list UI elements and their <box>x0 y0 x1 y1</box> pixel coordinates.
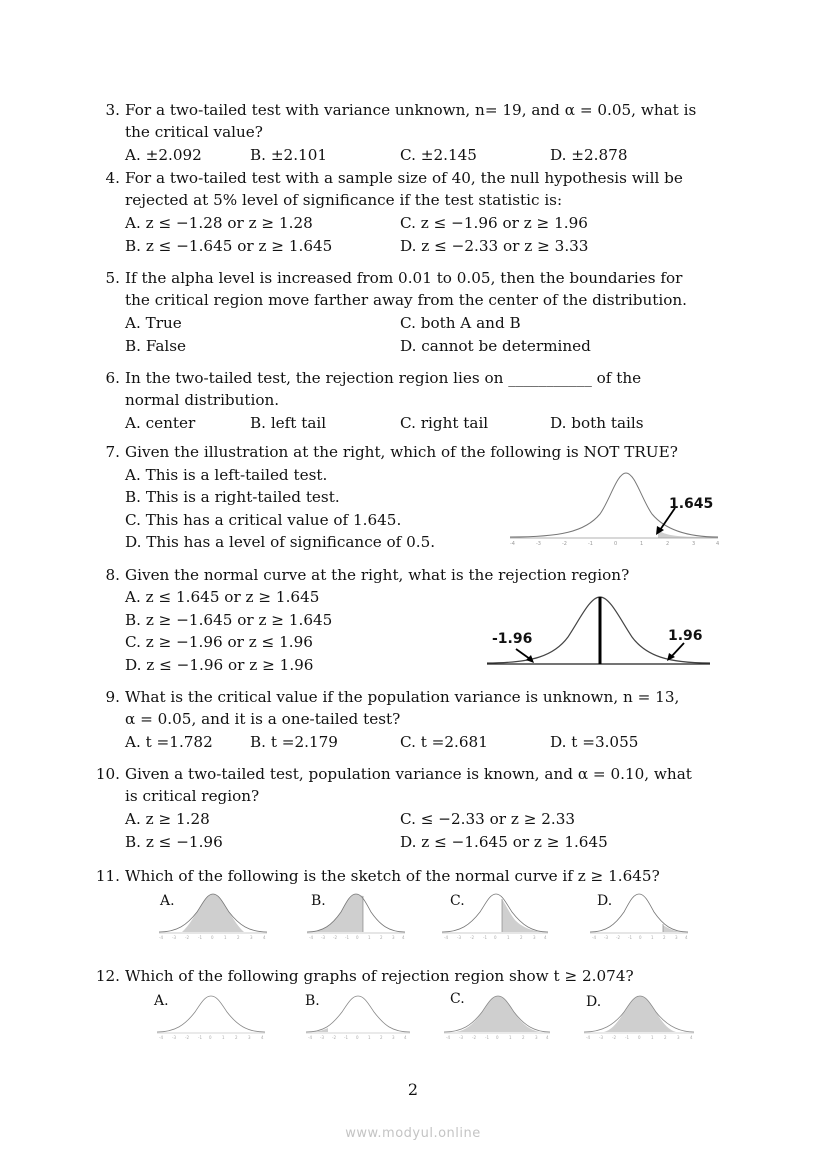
q12-option-d-graph[interactable] <box>582 992 697 1042</box>
svg-text:2: 2 <box>237 935 240 940</box>
svg-text:1: 1 <box>507 935 510 940</box>
svg-text:3: 3 <box>535 1035 538 1040</box>
question-number: 11. <box>95 867 120 885</box>
svg-text:4: 4 <box>716 541 720 547</box>
svg-text:0: 0 <box>494 935 497 940</box>
question-number: 4. <box>105 169 120 187</box>
answer-option[interactable]: A. center <box>125 414 196 432</box>
shaded-region <box>182 894 244 932</box>
svg-text:2: 2 <box>664 1035 667 1040</box>
question-stem: What is the critical value if the population variance is unknown, n = 13, <box>125 688 680 706</box>
svg-text:-3: -3 <box>459 1035 463 1040</box>
svg-text:2: 2 <box>663 935 666 940</box>
page-number: 2 <box>407 1080 419 1099</box>
left-arrow-line <box>516 649 530 659</box>
svg-text:0: 0 <box>614 541 618 547</box>
answer-option[interactable]: C. z ≤ −1.96 or z ≥ 1.96 <box>400 214 588 232</box>
question-stem: α = 0.05, and it is a one-tailed test? <box>125 710 401 728</box>
question-number: 8. <box>105 566 120 584</box>
svg-text:3: 3 <box>392 935 395 940</box>
svg-text:2: 2 <box>380 1035 383 1040</box>
shaded-region <box>306 1028 328 1032</box>
svg-text:1: 1 <box>509 1035 512 1040</box>
normal-curve <box>590 894 688 932</box>
svg-text:-4: -4 <box>592 935 596 940</box>
svg-text:0: 0 <box>638 1035 641 1040</box>
normal-curve <box>442 894 548 932</box>
question-stem: Given the normal curve at the right, what is the rejection region? <box>125 566 630 584</box>
svg-text:0: 0 <box>209 1035 212 1040</box>
svg-text:4: 4 <box>261 1035 264 1040</box>
svg-text:-4: -4 <box>159 1035 163 1040</box>
answer-option[interactable]: B. False <box>125 337 187 355</box>
svg-text:0: 0 <box>356 1035 359 1040</box>
q11-option-a-graph[interactable] <box>157 890 272 942</box>
svg-text:-2: -2 <box>333 935 337 940</box>
svg-text:4: 4 <box>685 935 688 940</box>
svg-text:-2: -2 <box>616 935 620 940</box>
axis-ticks <box>159 1035 264 1040</box>
svg-text:2: 2 <box>666 541 670 547</box>
answer-option[interactable]: B. z ≤ −1.645 or z ≥ 1.645 <box>125 237 333 255</box>
left-critical-label: -1.96 <box>492 631 533 647</box>
svg-text:-3: -3 <box>604 935 608 940</box>
question-number: 7. <box>105 443 120 461</box>
axis-ticks <box>446 1035 549 1040</box>
svg-text:3: 3 <box>677 1035 680 1040</box>
question-stem: rejected at 5% level of significance if the test statistic is: <box>125 191 563 209</box>
answer-option[interactable]: B. ±2.101 <box>250 146 328 164</box>
svg-text:-4: -4 <box>446 1035 450 1040</box>
answer-option[interactable]: C. ±2.145 <box>400 146 477 164</box>
q12-option-c-graph[interactable] <box>442 992 552 1042</box>
question-number: 9. <box>105 688 120 706</box>
shaded-region <box>456 996 540 1032</box>
question-stem: the critical value? <box>125 123 263 141</box>
svg-text:-2: -2 <box>470 935 474 940</box>
svg-text:0: 0 <box>211 935 214 940</box>
svg-text:4: 4 <box>544 935 547 940</box>
svg-text:-4: -4 <box>309 935 313 940</box>
svg-text:-3: -3 <box>172 935 176 940</box>
svg-text:0: 0 <box>639 935 642 940</box>
svg-text:-1: -1 <box>588 541 593 547</box>
critical-value-label: 1.645 <box>669 496 714 512</box>
svg-text:1: 1 <box>640 541 644 547</box>
answer-option[interactable]: A. z ≤ 1.645 or z ≥ 1.645 <box>125 588 320 606</box>
svg-text:-1: -1 <box>345 935 349 940</box>
answer-option[interactable]: D. This has a level of significance of 0.5. <box>125 533 436 551</box>
q12-option-a-graph[interactable] <box>155 992 270 1042</box>
normal-curve <box>306 996 410 1032</box>
svg-text:3: 3 <box>250 935 253 940</box>
answer-option[interactable]: D. ±2.878 <box>550 146 628 164</box>
svg-text:3: 3 <box>533 935 536 940</box>
axis-ticks <box>510 541 719 547</box>
answer-option[interactable]: B. z ≥ −1.645 or z ≥ 1.645 <box>125 611 333 629</box>
svg-text:-2: -2 <box>185 935 189 940</box>
svg-text:-3: -3 <box>320 1035 324 1040</box>
option-d-label[interactable]: D. <box>597 893 613 909</box>
svg-text:2: 2 <box>522 1035 525 1040</box>
svg-text:-3: -3 <box>321 935 325 940</box>
svg-text:1: 1 <box>368 1035 371 1040</box>
axis-ticks <box>586 1035 693 1040</box>
right-arrow-line <box>671 643 684 657</box>
answer-option[interactable]: C. both A and B <box>400 314 521 332</box>
q8-normal-curve-figure <box>484 593 712 671</box>
axis-ticks <box>309 935 405 940</box>
svg-text:-1: -1 <box>628 935 632 940</box>
svg-text:3: 3 <box>392 1035 395 1040</box>
answer-option[interactable]: D. z ≤ −2.33 or z ≥ 3.33 <box>400 237 589 255</box>
answer-option[interactable]: C. right tail <box>400 414 489 432</box>
q11-option-c-graph[interactable] <box>440 890 552 942</box>
svg-text:3: 3 <box>248 1035 251 1040</box>
svg-text:-1: -1 <box>344 1035 348 1040</box>
option-a-label[interactable]: A. <box>160 893 175 909</box>
answer-option[interactable]: A. z ≥ 1.28 <box>125 810 210 828</box>
option-d-label[interactable]: D. <box>586 994 602 1010</box>
question-stem: If the alpha level is increased from 0.01 to 0.05, then the boundaries for <box>125 269 683 287</box>
question-stem: normal distribution. <box>125 391 280 409</box>
option-b-label[interactable]: B. <box>311 893 326 909</box>
svg-text:4: 4 <box>263 935 266 940</box>
answer-option[interactable]: D. t =3.055 <box>550 733 639 751</box>
svg-text:-2: -2 <box>185 1035 189 1040</box>
watermark: www.modyul.online <box>345 1126 481 1141</box>
question-stem: Which of the following graphs of rejection region show t ≥ 2.074? <box>125 967 634 985</box>
svg-text:-2: -2 <box>612 1035 616 1040</box>
svg-text:-1: -1 <box>483 935 487 940</box>
question-number: 3. <box>105 101 120 119</box>
shaded-region <box>604 996 676 1032</box>
answer-option[interactable]: A. ±2.092 <box>125 146 202 164</box>
svg-text:-4: -4 <box>444 935 448 940</box>
q11-option-d-graph[interactable] <box>588 890 693 942</box>
q12-option-b-graph[interactable] <box>304 992 414 1042</box>
question-number: 10. <box>95 765 120 783</box>
answer-option[interactable]: B. t =2.179 <box>250 733 338 751</box>
answer-option[interactable]: B. left tail <box>250 414 327 432</box>
answer-option[interactable]: D. z ≤ −1.96 or z ≥ 1.96 <box>125 656 314 674</box>
svg-text:-3: -3 <box>172 1035 176 1040</box>
answer-option[interactable]: C. ≤ −2.33 or z ≥ 2.33 <box>400 810 576 828</box>
svg-text:0: 0 <box>356 935 359 940</box>
svg-text:2: 2 <box>235 1035 238 1040</box>
answer-option[interactable]: A. True <box>125 314 182 332</box>
axis-ticks <box>308 1035 407 1040</box>
svg-text:-1: -1 <box>625 1035 629 1040</box>
question-stem: the critical region move farther away from the center of the distribution. <box>125 291 687 309</box>
answer-option[interactable]: C. t =2.681 <box>400 733 488 751</box>
answer-option[interactable]: D. both tails <box>550 414 644 432</box>
svg-text:-2: -2 <box>332 1035 336 1040</box>
svg-text:0: 0 <box>496 1035 499 1040</box>
svg-text:-3: -3 <box>457 935 461 940</box>
svg-text:-3: -3 <box>599 1035 603 1040</box>
question-stem: Given the illustration at the right, which of the following is NOT TRUE? <box>125 443 678 461</box>
answer-option[interactable]: D. z ≤ −1.645 or z ≥ 1.645 <box>400 833 608 851</box>
q7-normal-curve-figure <box>505 466 723 548</box>
question-number: 12. <box>95 967 120 985</box>
svg-text:3: 3 <box>675 935 678 940</box>
svg-text:1: 1 <box>651 935 654 940</box>
normal-curve <box>157 996 265 1032</box>
svg-text:3: 3 <box>692 541 696 547</box>
answer-option[interactable]: D. cannot be determined <box>400 337 591 355</box>
shaded-region <box>307 894 363 932</box>
answer-option[interactable]: A. This is a left-tailed test. <box>125 466 328 484</box>
svg-text:-1: -1 <box>198 1035 202 1040</box>
svg-text:4: 4 <box>402 935 405 940</box>
svg-text:2: 2 <box>380 935 383 940</box>
question-stem: is critical region? <box>125 787 260 805</box>
question-stem: For a two-tailed test with a sample size of 40, the null hypothesis will be <box>125 169 683 187</box>
answer-option[interactable]: A. t =1.782 <box>125 733 213 751</box>
axis-ticks <box>444 935 547 940</box>
svg-text:-4: -4 <box>159 935 163 940</box>
svg-text:-1: -1 <box>485 1035 489 1040</box>
svg-text:2: 2 <box>520 935 523 940</box>
svg-text:-4: -4 <box>510 541 515 547</box>
q11-option-b-graph[interactable] <box>305 890 410 942</box>
question-number: 5. <box>105 269 120 287</box>
answer-option[interactable]: A. z ≤ −1.28 or z ≥ 1.28 <box>125 214 313 232</box>
svg-text:4: 4 <box>690 1035 693 1040</box>
svg-text:-4: -4 <box>308 1035 312 1040</box>
question-stem: Given a two-tailed test, population variance is known, and α = 0.10, what <box>125 765 692 783</box>
question-stem: For a two-tailed test with variance unknown, n= 19, and α = 0.05, what is <box>125 101 697 119</box>
svg-text:1: 1 <box>224 935 227 940</box>
svg-text:-2: -2 <box>472 1035 476 1040</box>
answer-option[interactable]: B. z ≤ −1.96 <box>125 833 223 851</box>
axis-ticks <box>592 935 688 940</box>
svg-text:-3: -3 <box>536 541 541 547</box>
option-c-label[interactable]: C. <box>450 893 465 909</box>
answer-option[interactable]: B. This is a right-tailed test. <box>125 488 340 506</box>
shaded-region <box>502 899 548 932</box>
answer-option[interactable]: C. This has a critical value of 1.645. <box>125 511 402 529</box>
option-a-label[interactable]: A. <box>154 993 169 1009</box>
svg-text:1: 1 <box>651 1035 654 1040</box>
svg-text:-1: -1 <box>198 935 202 940</box>
svg-text:-4: -4 <box>586 1035 590 1040</box>
question-stem: Which of the following is the sketch of the normal curve if z ≥ 1.645? <box>125 867 660 885</box>
option-c-label[interactable]: C. <box>450 991 465 1007</box>
svg-text:4: 4 <box>546 1035 549 1040</box>
svg-text:4: 4 <box>404 1035 407 1040</box>
svg-text:1: 1 <box>368 935 371 940</box>
question-number: 6. <box>105 369 120 387</box>
svg-text:-2: -2 <box>562 541 567 547</box>
axis-ticks <box>159 935 266 940</box>
svg-text:1: 1 <box>222 1035 225 1040</box>
option-b-label[interactable]: B. <box>305 993 320 1009</box>
right-critical-label: 1.96 <box>668 628 703 644</box>
question-stem: In the two-tailed test, the rejection region lies on ___________ of the <box>125 369 642 387</box>
answer-option[interactable]: C. z ≥ −1.96 or z ≤ 1.96 <box>125 633 313 651</box>
